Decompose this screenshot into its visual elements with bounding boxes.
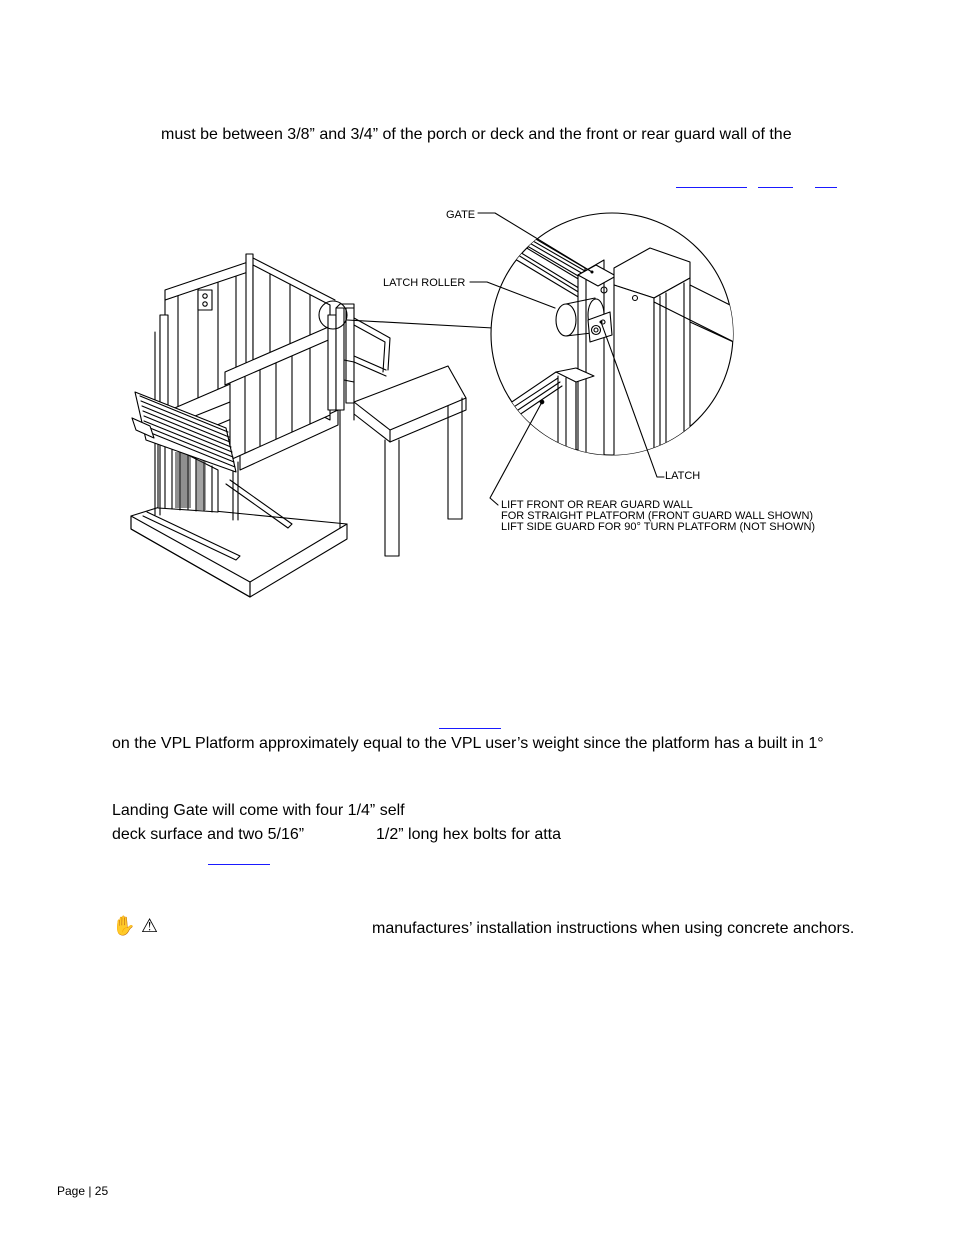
deck-porch xyxy=(354,366,466,556)
warning-triangle-icon: ⚠ xyxy=(140,916,158,937)
label-guard-wall-2: FOR STRAIGHT PLATFORM (FRONT GUARD WALL SHOWN) xyxy=(501,510,814,522)
body-text-line-3: Landing Gate will come with four 1/4” self xyxy=(112,802,405,819)
warning-icons xyxy=(112,915,158,939)
link-underline-4[interactable] xyxy=(439,728,501,729)
latch-detail-view xyxy=(491,213,740,470)
page-footer: Page | 25 xyxy=(57,1184,109,1198)
label-latch: LATCH xyxy=(665,470,701,482)
landing-gate xyxy=(354,318,390,376)
guard-wall-leader xyxy=(490,402,542,505)
body-text-line-1: must be between 3/8” and 3/4” of the porch or deck and the front or rear guard wall of the xyxy=(161,126,792,143)
link-underline-5[interactable] xyxy=(208,864,270,865)
body-text-line-5: manufactures’ installation instructions when using concrete anchors. xyxy=(372,920,855,937)
body-text-line-2: on the VPL Platform approximately equal to the VPL user’s weight since the platform has a built in 1° xyxy=(112,735,824,752)
body-text-line-4b: 1/2” long hex bolts for atta xyxy=(376,826,561,843)
label-guard-wall-1: LIFT FRONT OR REAR GUARD WALL xyxy=(501,499,693,511)
label-latch-roller: LATCH ROLLER xyxy=(383,277,466,289)
label-gate: GATE xyxy=(446,209,476,221)
body-text-line-4a: deck surface and two 5/16” xyxy=(112,826,305,843)
hand-stop-icon: ✋ xyxy=(112,916,136,937)
label-guard-wall-3: LIFT SIDE GUARD FOR 90° TURN PLATFORM (NOT SHOWN) xyxy=(501,521,816,533)
landing-gate-posts xyxy=(336,304,354,528)
